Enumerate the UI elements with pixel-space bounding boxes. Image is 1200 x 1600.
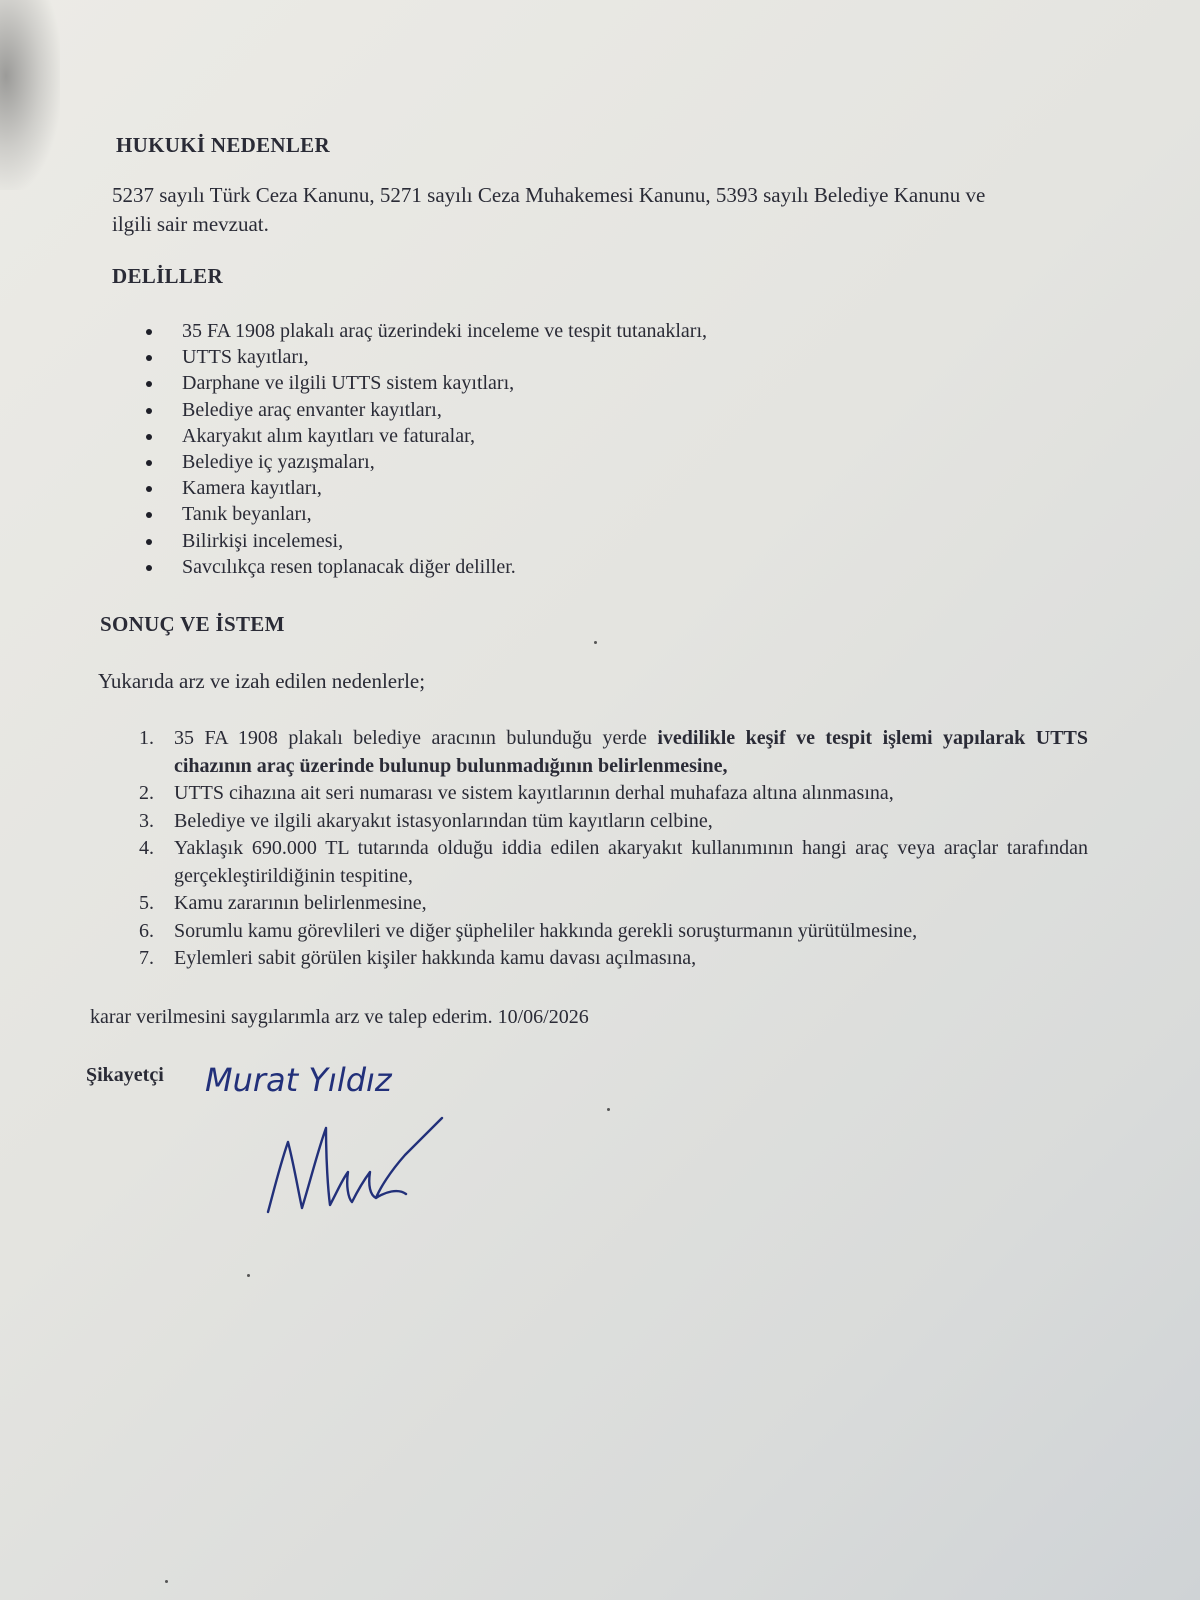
demand-number: 7. — [139, 947, 154, 969]
demand-text: Eylemleri sabit görülen kişiler hakkında kamu davası açılmasına, — [174, 947, 697, 969]
demand-item — [128, 945, 1088, 973]
demand-text: Yaklaşık 690.000 TL tutarında olduğu iddia edilen akaryakıt kullanımının hangi araç veya araçlar tarafından gerçekleştirildiğinin tespitine, — [174, 837, 1088, 887]
demand-number: 5. — [139, 892, 154, 914]
evidence-item — [140, 318, 840, 344]
evidence-item — [140, 397, 840, 423]
evidence-item-text: Bilirkişi incelemesi, — [182, 529, 344, 552]
demand-number: 1. — [139, 727, 154, 749]
evidence-item-text: Savcılıkça resen toplanacak diğer deliller. — [182, 555, 516, 578]
heading-sonuc-ve-istem: SONUÇ VE İSTEM — [100, 612, 285, 636]
handwritten-name — [205, 1055, 485, 1105]
hukuki-line-2: ilgili sair mevzuat. — [112, 212, 269, 236]
scan-edge-shadow — [0, 0, 60, 190]
evidence-item-text: Darphane ve ilgili UTTS sistem kayıtları, — [182, 372, 515, 395]
demand-number: 4. — [139, 837, 154, 859]
demand-list — [128, 725, 1088, 973]
paper-speck — [594, 641, 597, 644]
bullet-icon — [146, 381, 152, 387]
evidence-item — [140, 501, 840, 527]
demand-number: 6. — [139, 919, 154, 942]
evidence-item-text: Belediye iç yazışmaları, — [182, 451, 375, 474]
demand-number: 2. — [139, 782, 154, 804]
evidence-item — [140, 475, 840, 501]
bullet-icon — [146, 434, 152, 440]
demand-item — [128, 918, 1088, 946]
signature-mark — [260, 1110, 460, 1220]
evidence-item-text: Tanık beyanları, — [182, 503, 312, 526]
evidence-item-text: Belediye araç envanter kayıtları, — [182, 398, 442, 421]
evidence-item — [140, 344, 840, 370]
complainant-label: Şikayetçi — [86, 1064, 164, 1086]
demand-text: 35 FA 1908 plakalı belediye aracının bulunduğu yerde — [174, 727, 658, 749]
evidence-item — [140, 449, 840, 475]
paper-speck — [247, 1274, 250, 1277]
evidence-item-text: UTTS kayıtları, — [182, 346, 309, 369]
demand-item — [128, 808, 1088, 836]
paper-speck — [607, 1108, 610, 1111]
demand-text-bold: ivedilikle keşif ve tespit işlemi yapılarak UTTS cihazının araç üzerinde bulunup bulunmadığının belirlenmesine, — [174, 727, 1088, 777]
demand-text: Kamu zararının belirlenmesine, — [174, 892, 427, 914]
bullet-icon — [146, 355, 152, 361]
bullet-icon — [146, 512, 152, 518]
heading-deliller: DELİLLER — [112, 264, 223, 288]
paper-speck — [165, 1580, 168, 1583]
demand-text: Sorumlu kamu görevlileri ve diğer şüpheliler hakkında gerekli soruşturmanın yürütülmesine, — [174, 919, 918, 942]
evidence-item-text: Kamera kayıtları, — [182, 477, 322, 500]
demand-text: Belediye ve ilgili akaryakıt istasyonlarından tüm kayıtların celbine, — [174, 809, 713, 832]
demand-number: 3. — [139, 809, 154, 832]
heading-hukuki-nedenler: HUKUKİ NEDENLER — [116, 133, 330, 157]
evidence-item — [140, 370, 840, 396]
intro-text: Yukarıda arz ve izah edilen nedenlerle; — [98, 669, 426, 693]
demand-text: UTTS cihazına ait seri numarası ve sistem kayıtlarının derhal muhafaza altına alınmasına, — [174, 782, 894, 804]
svg-text:Murat Yıldız: Murat Yıldız — [205, 1061, 392, 1099]
bullet-icon — [146, 329, 152, 335]
bullet-icon — [146, 539, 152, 545]
demand-item — [128, 835, 1088, 890]
evidence-item-text: Akaryakıt alım kayıtları ve faturalar, — [182, 424, 475, 447]
bullet-icon — [146, 408, 152, 414]
bullet-icon — [146, 486, 152, 492]
evidence-item — [140, 423, 840, 449]
evidence-item — [140, 554, 840, 580]
demand-item — [128, 725, 1088, 780]
bullet-icon — [146, 565, 152, 571]
demand-item — [128, 780, 1088, 808]
demand-item — [128, 890, 1088, 918]
evidence-list — [140, 318, 840, 580]
hukuki-line-1: 5237 sayılı Türk Ceza Kanunu, 5271 sayılı Ceza Muhakemesi Kanunu, 5393 sayılı Belediye Kanunu ve — [112, 183, 986, 207]
bullet-icon — [146, 460, 152, 466]
evidence-item — [140, 528, 840, 554]
closing-text: karar verilmesini saygılarımla arz ve talep ederim. 10/06/2026 — [90, 1006, 589, 1028]
evidence-item-text: 35 FA 1908 plakalı araç üzerindeki inceleme ve tespit tutanakları, — [182, 320, 707, 342]
